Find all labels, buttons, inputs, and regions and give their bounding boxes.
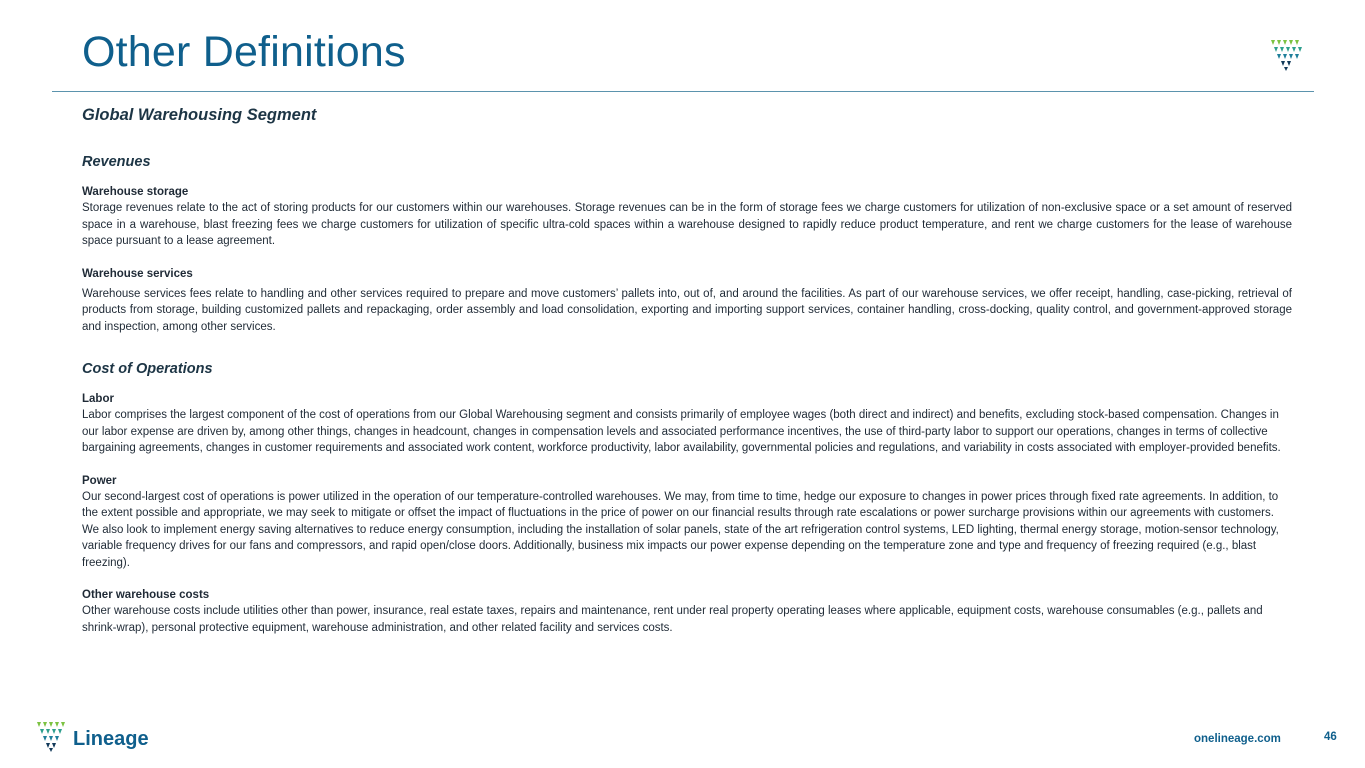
revenues-heading: Revenues <box>82 154 151 170</box>
labor-heading: Labor <box>82 393 114 405</box>
lineage-wordmark: Lineage <box>73 728 149 750</box>
warehouse-storage-heading: Warehouse storage <box>82 186 189 198</box>
power-text: Our second-largest cost of operations is power utilized in the operation of our temperature-controlled warehouses. We may, from time to time, hedge our exposure to changes in power prices through fixed rate agreements. In addition, to the extent possible and appropriate, we may seek to mitigate or offset the impact of fluctuations in the price of power on our financial results through rate escalations or power surcharge provisions within our agreements with customers. We also look to implement energy saving alternatives to reduce energy consumption, including the installation of solar panels, state of the art refrigeration control systems, LED lighting, thermal energy storage, motion-sensor technology, variable frequency drives for our fans and compressors, and rapid open/close doors. Additionally, business mix impacts our power expense depending on the temperature zone and type and frequency of freezing required (e.g., blast freezing). <box>82 490 1279 569</box>
lineage-shield-icon <box>1270 38 1304 72</box>
warehouse-services-text: Warehouse services fees relate to handling and other services required to prepare and move customers’ pallets into, out of, and around the facilities. As part of our warehouse services, we offer receipt, handling, case-picking, retrieval of products from storage, building customized pallets and repackaging, order assembly and load consolidation, exporting and importing support services, container handling, cross-docking, quality control, and government-approved storage and inspection, among other services. <box>82 287 1292 333</box>
other-warehouse-costs-heading: Other warehouse costs <box>82 589 210 601</box>
footer-url[interactable]: onelineage.com <box>1194 733 1281 745</box>
definitions-body <box>82 104 1292 636</box>
cost-of-operations-heading: Cost of Operations <box>82 361 213 377</box>
other-warehouse-costs-text: Other warehouse costs include utilities other than power, insurance, real estate taxes, repairs and maintenance, rent under real property operating leases where applicable, equipment costs, warehouse consumables (e.g., pallets and shrink-wrap), personal protective equipment, warehouse administration, and other related facility and services costs. <box>82 605 1263 634</box>
page-title: Other Definitions <box>82 28 406 76</box>
page-number: 46 <box>1324 731 1337 743</box>
lineage-logo <box>36 721 162 753</box>
labor-text: Labor comprises the largest component of the cost of operations from our Global Warehousing segment and consists primarily of employee wages (both direct and indirect) and benefits, excluding stock-based compensation. Changes in our labor expense are driven by, among other things, changes in headcount, changes in compensation levels and associated performance incentives, the use of third-party labor to support our operations, changes in terms of collective bargaining agreements, changes in customer requirements and associated work content, workforce productivity, labor availability, governmental policies and regulations, and variability in costs associated with employer-provided benefits. <box>82 409 1281 454</box>
warehouse-storage-text: Storage revenues relate to the act of storing products for our customers within our warehouses. Storage revenues can be in the form of storage fees we charge customers for utilization of non-exclusive space or a set amount of reserved space in a warehouse, blast freezing fees we charge customers for utilization of specific ultra-cold spaces within a warehouse designed to rapidly reduce product temperature, and rent we charge customers for the lease of warehouse space pursuant to a lease agreement. <box>82 202 1292 247</box>
title-divider <box>52 91 1314 92</box>
lineage-shield-icon <box>37 722 65 752</box>
power-heading: Power <box>82 474 117 487</box>
warehouse-services-heading: Warehouse services <box>82 267 193 280</box>
segment-title: Global Warehousing Segment <box>82 106 317 124</box>
